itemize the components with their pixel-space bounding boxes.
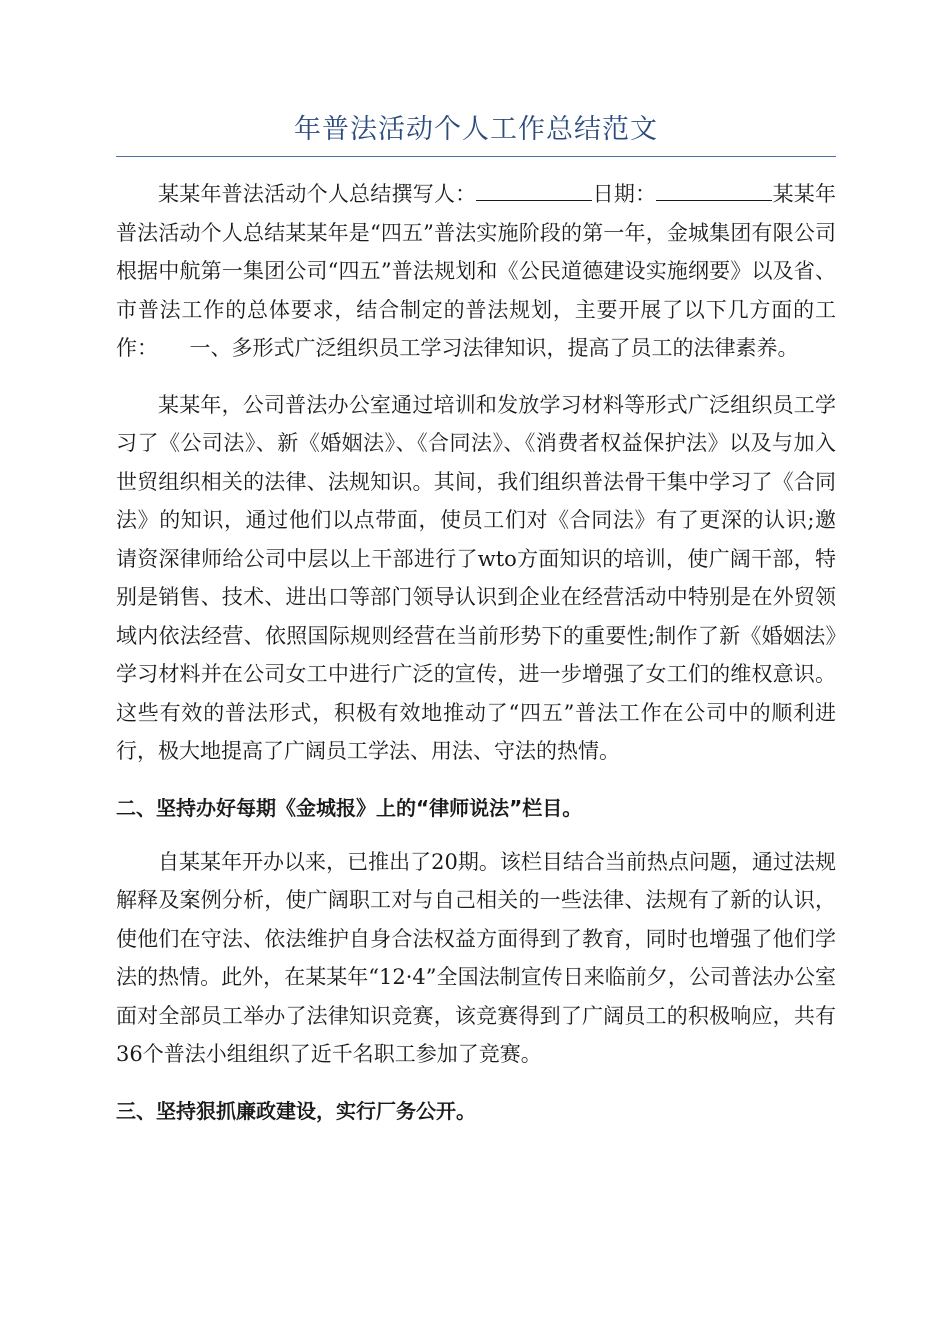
date-blank <box>656 182 772 201</box>
body-paragraph-2: 自某某年开办以来，已推出了20期。该栏目结合当前热点问题，通过法规解释及案例分析，使广阔职工对与自己相关的一些法律、法规有了新的认识，使他们在守法、依法维护自身合法权益方面得到了教育，同时也增强了他们学法的热情。此外，在某某年“12·4”全国法制宣传日来临前夕，公司普法办公室面对全部员工举办了法律知识竞赛，该竞赛得到了广阔员工的积极响应，共有36个普法小组组织了近千名职工参加了竞赛。 <box>116 849 836 1066</box>
body-paragraph-1: 某某年，公司普法办公室通过培训和发放学习材料等形式广泛组织员工学习了《公司法》、新《婚姻法》、《合同法》、《消费者权益保护法》以及与加入世贸组织相关的法律、法规知识。其间，我们组织普法骨干集中学习了《合同法》的知识，通过他们以点带面，使员工们对《合同法》有了更深的认识;邀请资深律师给公司中层以上干部进行了wto方面知识的培训，使广阔干部，特别是销售、技术、进出口等部门领导认识到企业在经营活动中特别是在外贸领域内依法经营、依照国际规则经营在当前形势下的重要性;制作了新《婚姻法》学习材料并在公司女工中进行广泛的宣传，进一步增强了女工们的维权意识。这些有效的普法形式，积极有效地推动了“四五”普法工作在公司中的顺利进行，极大地提高了广阔员工学法、用法、守法的热情。 <box>116 392 836 763</box>
intro-date-label: 日期： <box>592 182 657 206</box>
author-blank <box>476 182 592 201</box>
intro-paragraph <box>116 175 836 368</box>
document-page <box>116 110 836 1146</box>
document-title: 年普法活动个人工作总结范文 <box>294 114 658 145</box>
section-heading-3: 三、坚持狠抓廉政建设，实行厂务公开。 <box>116 1098 476 1123</box>
section-heading-2: 二、坚持办好每期《金城报》上的“律师说法”栏目。 <box>116 795 583 820</box>
title-underline <box>116 156 836 157</box>
intro-body: 某某年普法活动个人总结某某年是“四五”普法实施阶段的第一年，金城集团有限公司根据中航第一集团公司“四五”普法规划和《公民道德建设实施纲要》以及省、市普法工作的总体要求，结合制定的普法规划，主要开展了以下几方面的工作： 一、多形式广泛组织员工学习法律知识，提高了员工的法律素养。 <box>116 182 837 360</box>
intro-author-label: 某某年普法活动个人总结撰写人： <box>158 182 477 206</box>
